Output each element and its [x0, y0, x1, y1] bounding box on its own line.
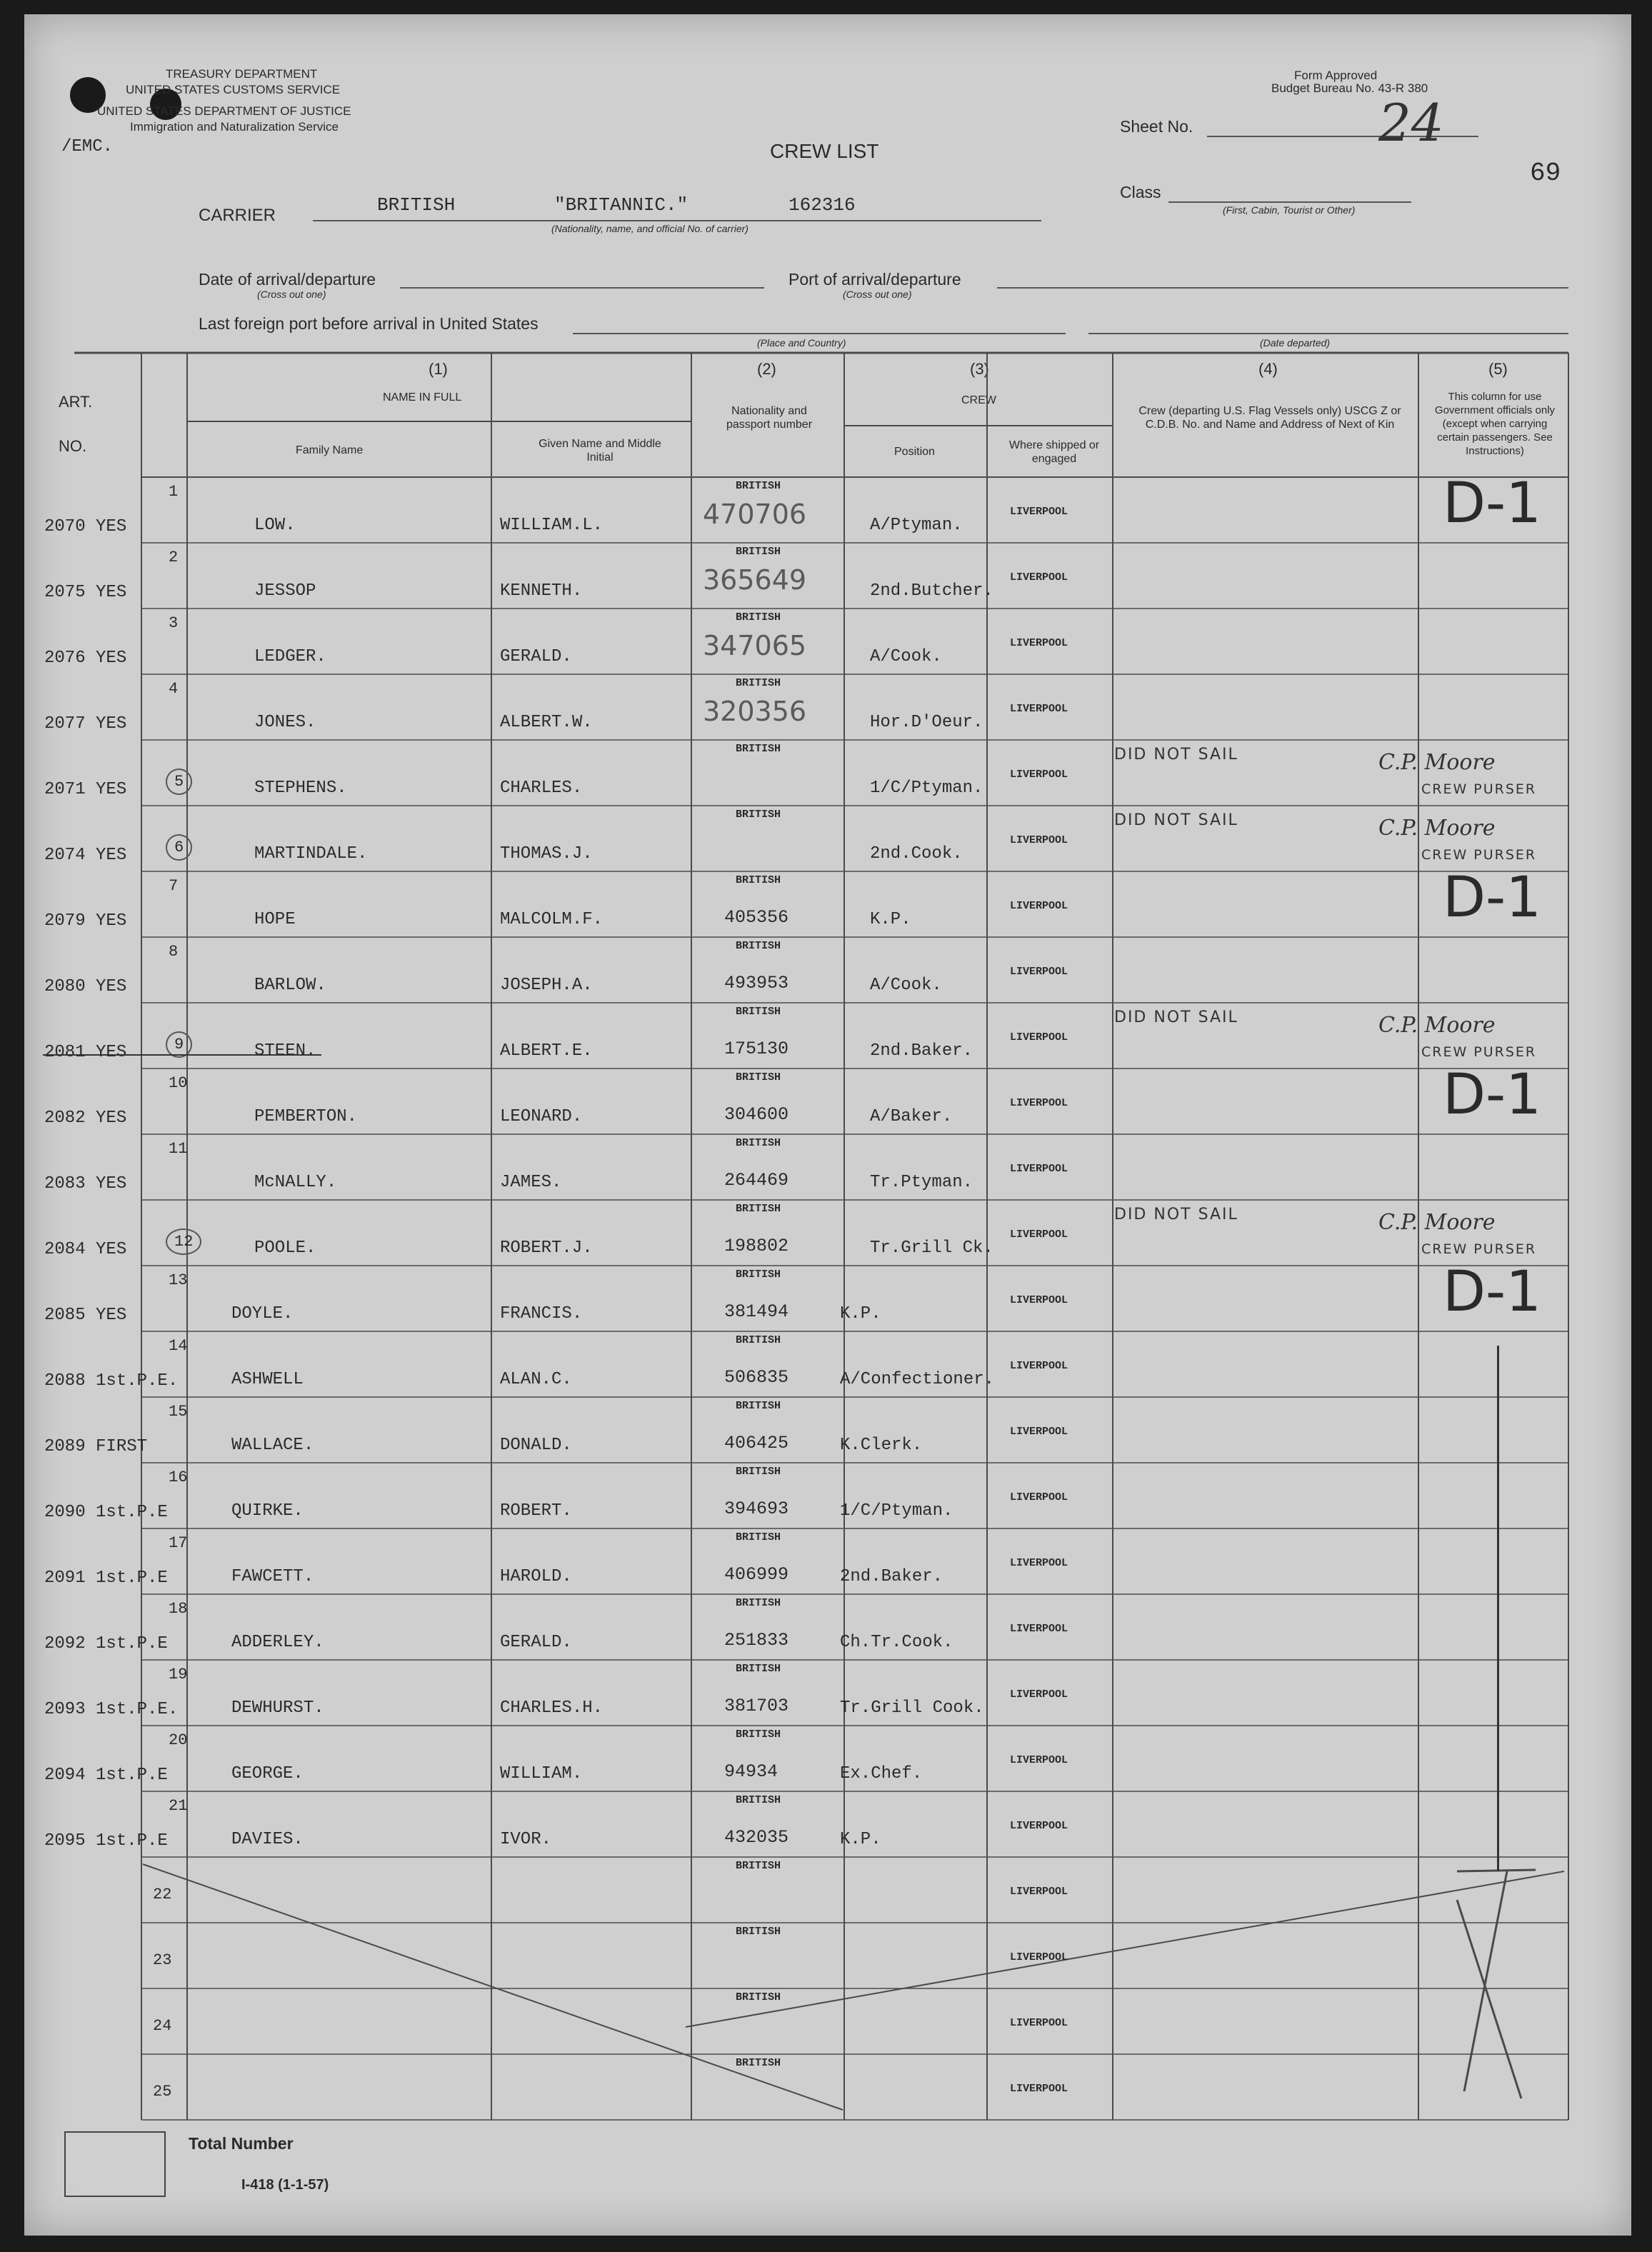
- shipped-at: LIVERPOOL: [1010, 703, 1068, 715]
- shipped-at: LIVERPOOL: [1010, 1820, 1068, 1832]
- passport-number: 432035: [724, 1827, 789, 1848]
- given-name: ALBERT.E.: [500, 1041, 593, 1061]
- given-name: HAROLD.: [500, 1567, 572, 1586]
- position: K.Clerk.: [840, 1436, 923, 1455]
- passport-number: 198802: [724, 1236, 789, 1256]
- family-name: JONES.: [254, 713, 316, 732]
- row-number: 7: [169, 877, 179, 895]
- nationality: BRITISH: [736, 1400, 781, 1412]
- art-number: 2070 YES: [44, 517, 127, 536]
- col5-title: This column for use Government officials only (except when carrying certain passengers. See Instructions): [1434, 391, 1556, 457]
- carrier-number: 162316: [789, 194, 856, 216]
- row-number: 1: [169, 483, 179, 501]
- position: 1/C/Ptyman.: [840, 1501, 953, 1521]
- position: 1/C/Ptyman.: [870, 779, 983, 798]
- nationality: BRITISH: [736, 874, 781, 886]
- nationality: BRITISH: [736, 1597, 781, 1609]
- col3-number: (3): [970, 360, 989, 378]
- row-number: 5: [166, 769, 192, 795]
- shipped-at: LIVERPOOL: [1010, 1623, 1068, 1635]
- family-name: BARLOW.: [254, 976, 326, 995]
- family-name: POOLE.: [254, 1238, 316, 1258]
- nationality: BRITISH: [736, 1663, 781, 1675]
- position: 2nd.Baker.: [840, 1567, 943, 1586]
- position: Tr.Ptyman.: [870, 1173, 973, 1192]
- given-name: MALCOLM.F.: [500, 910, 604, 929]
- art-number: 2082 YES: [44, 1109, 127, 1128]
- nationality: BRITISH: [736, 611, 781, 624]
- shipped-at: LIVERPOOL: [1010, 1951, 1068, 1963]
- shipped-at: LIVERPOOL: [1010, 834, 1068, 846]
- row-number: 18: [169, 1600, 188, 1618]
- row-number: 25: [153, 2083, 172, 2101]
- row-number: 2: [169, 549, 179, 566]
- art-number: 2074 YES: [44, 846, 127, 865]
- purser-title: CREW PURSER: [1421, 781, 1537, 797]
- dept-line-4: Immigration and Naturalization Service: [130, 120, 339, 134]
- col2-number: (2): [757, 360, 776, 378]
- art-number: 2094 1st.P.E: [44, 1766, 168, 1785]
- shipped-at: LIVERPOOL: [1010, 1754, 1068, 1766]
- family-name: LEDGER.: [254, 647, 326, 666]
- given-name: CHARLES.: [500, 779, 583, 798]
- shipped-at: LIVERPOOL: [1010, 2083, 1068, 2095]
- art-number: 2088 1st.P.E.: [44, 1371, 179, 1391]
- passport-number: 264469: [724, 1170, 789, 1191]
- given-name: GERALD.: [500, 647, 572, 666]
- family-name: HOPE: [254, 910, 296, 929]
- family-name: DOYLE.: [231, 1304, 294, 1323]
- nationality: BRITISH: [736, 480, 781, 492]
- art-number: 2080 YES: [44, 977, 127, 996]
- shipped-at: LIVERPOOL: [1010, 1228, 1068, 1241]
- row-number: 24: [153, 2017, 172, 2035]
- did-not-sail-note: DID NOT SAIL: [1114, 746, 1238, 764]
- given-name: FRANCIS.: [500, 1304, 583, 1323]
- nationality: BRITISH: [736, 1071, 781, 1084]
- art-number: 2081 YES: [44, 1043, 127, 1062]
- row-number: 10: [169, 1074, 188, 1092]
- carrier-name: "BRITANNIC.": [554, 194, 689, 216]
- passport-number: 405356: [724, 907, 789, 928]
- family-name: QUIRKE.: [231, 1501, 304, 1521]
- col3-title: CREW: [961, 394, 996, 406]
- carrier-label: CARRIER: [199, 206, 276, 225]
- family-name: LOW.: [254, 516, 296, 535]
- given-header: Given Name and Middle Initial: [539, 438, 661, 464]
- position: K.P.: [870, 910, 911, 929]
- passport-number: 394693: [724, 1498, 789, 1519]
- position: A/Cook.: [870, 976, 942, 995]
- art-number: 2084 YES: [44, 1240, 127, 1259]
- family-name: WALLACE.: [231, 1436, 314, 1455]
- art-number: 2076 YES: [44, 649, 127, 668]
- position: A/Confectioner.: [840, 1370, 995, 1389]
- art-number: 2095 1st.P.E: [44, 1831, 168, 1851]
- given-name: CHARLES.H.: [500, 1698, 604, 1718]
- passport-number-handwritten: 320356: [703, 696, 807, 727]
- given-name: LEONARD.: [500, 1107, 583, 1126]
- position: Hor.D'Oeur.: [870, 713, 983, 732]
- art-number: 2092 1st.P.E: [44, 1634, 168, 1653]
- dept-line-3: UNITED STATES DEPARTMENT OF JUSTICE: [97, 104, 351, 118]
- col4-title: Crew (departing U.S. Flag Vessels only) USCG Z or C.D.B. No. and Name and Address of Next of Kin: [1138, 405, 1401, 431]
- nationality: BRITISH: [736, 809, 781, 821]
- shipped-at: LIVERPOOL: [1010, 1491, 1068, 1503]
- total-box: [64, 2131, 166, 2197]
- carrier-nationality: BRITISH: [377, 194, 456, 216]
- given-name: ROBERT.J.: [500, 1238, 593, 1258]
- emc-label: /EMC.: [61, 137, 114, 156]
- family-name: ASHWELL: [231, 1370, 304, 1389]
- nationality: BRITISH: [736, 940, 781, 952]
- nationality: BRITISH: [736, 546, 781, 558]
- col1-title: NAME IN FULL: [383, 391, 462, 404]
- form-title: CREW LIST: [770, 140, 879, 162]
- nationality: BRITISH: [736, 677, 781, 689]
- position-header: Position: [894, 446, 935, 458]
- passport-number: 406999: [724, 1564, 789, 1585]
- d1-mark: D-1: [1443, 1063, 1541, 1127]
- family-name: DAVIES.: [231, 1830, 304, 1849]
- art-number: 2093 1st.P.E.: [44, 1700, 179, 1719]
- handwritten-x: [1457, 1900, 1521, 2098]
- shipped-at: LIVERPOOL: [1010, 900, 1068, 912]
- shipped-header: Where shipped or engaged: [1008, 439, 1100, 465]
- art-number: 2090 1st.P.E: [44, 1503, 168, 1522]
- row-number: 6: [166, 834, 192, 861]
- class-hint: (First, Cabin, Tourist or Other): [1223, 204, 1356, 216]
- given-name: ALBERT.W.: [500, 713, 593, 732]
- art-number: 2071 YES: [44, 780, 127, 799]
- family-name: DEWHURST.: [231, 1698, 324, 1718]
- given-name: WILLIAM.: [500, 1764, 583, 1783]
- given-name: ALAN.C.: [500, 1370, 572, 1389]
- art-number: 2075 YES: [44, 583, 127, 602]
- art-number: 2085 YES: [44, 1306, 127, 1325]
- family-header: Family Name: [296, 444, 364, 456]
- nationality: BRITISH: [736, 1794, 781, 1806]
- row-number: 21: [169, 1797, 188, 1815]
- purser-title: CREW PURSER: [1421, 847, 1537, 863]
- art-number: 2091 1st.P.E: [44, 1568, 168, 1588]
- strike-line: [43, 1054, 321, 1056]
- row-number: 3: [169, 614, 179, 632]
- nationality: BRITISH: [736, 743, 781, 755]
- sheet-number: 24: [1378, 93, 1444, 153]
- page-number: 69: [1530, 159, 1561, 188]
- nationality: BRITISH: [736, 1203, 781, 1215]
- shipped-at: LIVERPOOL: [1010, 1557, 1068, 1569]
- nationality: BRITISH: [736, 1860, 781, 1872]
- passport-number: 304600: [724, 1104, 789, 1125]
- position: K.P.: [840, 1830, 881, 1849]
- family-name: ADDERLEY.: [231, 1633, 324, 1652]
- passport-number-handwritten: 347065: [703, 630, 807, 661]
- art-number: 2079 YES: [44, 911, 127, 931]
- art-number: 2077 YES: [44, 714, 127, 734]
- did-not-sail-note: DID NOT SAIL: [1114, 1009, 1238, 1026]
- art-number: 2089 FIRST: [44, 1437, 148, 1456]
- position: 2nd.Cook.: [870, 844, 963, 864]
- row-number: 16: [169, 1468, 188, 1486]
- row-number: 19: [169, 1666, 188, 1683]
- position: K.P.: [840, 1304, 881, 1323]
- cross-out-line: [686, 1871, 1564, 2027]
- row-number: 13: [169, 1271, 188, 1289]
- col4-number: (4): [1258, 360, 1278, 378]
- row-number: 15: [169, 1403, 188, 1421]
- col1-number: (1): [429, 360, 448, 378]
- nationality: BRITISH: [736, 1466, 781, 1478]
- position: A/Baker.: [870, 1107, 953, 1126]
- nationality: BRITISH: [736, 1137, 781, 1149]
- col2-title: Nationality and passport number: [726, 405, 813, 431]
- last-port-label: Last foreign port before arrival in United States: [199, 314, 539, 333]
- d1-mark: D-1: [1443, 1260, 1541, 1324]
- position: Ch.Tr.Cook.: [840, 1633, 953, 1652]
- shipped-at: LIVERPOOL: [1010, 637, 1068, 649]
- row-number: 12: [166, 1228, 201, 1255]
- bracket-line: [1497, 1346, 1499, 1871]
- d1-mark: D-1: [1443, 471, 1541, 536]
- purser-signature: C.P. Moore: [1378, 816, 1496, 841]
- passport-number: 381494: [724, 1301, 789, 1322]
- budget-number: Budget Bureau No. 43-R 380: [1271, 81, 1428, 95]
- port-hint: (Cross out one): [843, 289, 912, 300]
- total-label: Total Number: [189, 2134, 294, 2153]
- shipped-at: LIVERPOOL: [1010, 769, 1068, 781]
- shipped-at: LIVERPOOL: [1010, 966, 1068, 978]
- nationality: BRITISH: [736, 1334, 781, 1346]
- family-name: MARTINDALE.: [254, 844, 368, 864]
- given-name: JOSEPH.A.: [500, 976, 593, 995]
- given-name: ROBERT.: [500, 1501, 572, 1521]
- family-name: GEORGE.: [231, 1764, 304, 1783]
- family-name: STEPHENS.: [254, 779, 347, 798]
- nationality: BRITISH: [736, 1268, 781, 1281]
- position: A/Cook.: [870, 647, 942, 666]
- sheet-label: Sheet No.: [1120, 117, 1193, 136]
- place-hint: (Place and Country): [757, 337, 846, 349]
- passport-number-handwritten: 470706: [703, 499, 807, 530]
- handwritten-x: [1464, 1871, 1507, 2091]
- passport-number: 94934: [724, 1761, 779, 1782]
- family-name: McNALLY.: [254, 1173, 337, 1192]
- shipped-at: LIVERPOOL: [1010, 1097, 1068, 1109]
- shipped-at: LIVERPOOL: [1010, 1688, 1068, 1701]
- arrival-label: Date of arrival/departure: [199, 270, 376, 289]
- purser-signature: C.P. Moore: [1378, 1013, 1496, 1038]
- position: Tr.Grill Ck.: [870, 1238, 993, 1258]
- shipped-at: LIVERPOOL: [1010, 506, 1068, 518]
- nationality: BRITISH: [736, 1006, 781, 1018]
- handwritten-x: [1457, 1870, 1536, 1871]
- passport-number: 381703: [724, 1696, 789, 1716]
- port-label: Port of arrival/departure: [789, 270, 961, 289]
- shipped-at: LIVERPOOL: [1010, 1360, 1068, 1372]
- shipped-at: LIVERPOOL: [1010, 1163, 1068, 1175]
- row-number: 23: [153, 1951, 172, 1969]
- family-name: FAWCETT.: [231, 1567, 314, 1586]
- given-name: DONALD.: [500, 1436, 572, 1455]
- purser-title: CREW PURSER: [1421, 1241, 1537, 1257]
- row-number: 8: [169, 943, 179, 961]
- given-name: WILLIAM.L.: [500, 516, 604, 535]
- art-number: 2083 YES: [44, 1174, 127, 1193]
- given-name: KENNETH.: [500, 581, 583, 601]
- nationality: BRITISH: [736, 1728, 781, 1741]
- shipped-at: LIVERPOOL: [1010, 1031, 1068, 1044]
- family-name: PEMBERTON.: [254, 1107, 358, 1126]
- nationality: BRITISH: [736, 1926, 781, 1938]
- form-id: I-418 (1-1-57): [241, 2177, 329, 2193]
- d1-mark: D-1: [1443, 866, 1541, 930]
- row-number: 22: [153, 1886, 172, 1903]
- shipped-at: LIVERPOOL: [1010, 1886, 1068, 1898]
- passport-number-handwritten: 365649: [703, 564, 807, 596]
- purser-title: CREW PURSER: [1421, 1044, 1537, 1060]
- dept-line-1: TREASURY DEPARTMENT: [166, 67, 318, 81]
- row-number: 20: [169, 1731, 188, 1749]
- row-number: 4: [169, 680, 179, 698]
- position: Ex.Chef.: [840, 1764, 923, 1783]
- arrival-hint: (Cross out one): [257, 289, 326, 300]
- carrier-hint: (Nationality, name, and official No. of carrier): [551, 223, 749, 234]
- passport-number: 175130: [724, 1039, 789, 1059]
- given-name: THOMAS.J.: [500, 844, 593, 864]
- class-label: Class: [1120, 183, 1161, 201]
- row-number: 11: [169, 1140, 188, 1158]
- form-approved: Form Approved: [1294, 69, 1378, 82]
- cross-out-line: [143, 1864, 843, 2110]
- position: 2nd.Butcher.: [870, 581, 993, 601]
- art-header: ART.: [59, 393, 93, 411]
- row-number: 14: [169, 1337, 188, 1355]
- row-number: 9: [166, 1031, 192, 1058]
- family-name: STEEN.: [254, 1041, 316, 1061]
- purser-signature: C.P. Moore: [1378, 1210, 1496, 1235]
- passport-number: 493953: [724, 973, 789, 994]
- given-name: GERALD.: [500, 1633, 572, 1652]
- row-number: 17: [169, 1534, 188, 1552]
- nationality: BRITISH: [736, 1531, 781, 1543]
- shipped-at: LIVERPOOL: [1010, 1294, 1068, 1306]
- given-name: IVOR.: [500, 1830, 552, 1849]
- col5-number: (5): [1488, 360, 1508, 378]
- nationality: BRITISH: [736, 1991, 781, 2003]
- nationality: BRITISH: [736, 2057, 781, 2069]
- position: 2nd.Baker.: [870, 1041, 973, 1061]
- given-name: JAMES.: [500, 1173, 562, 1192]
- passport-number: 251833: [724, 1630, 789, 1651]
- passport-number: 506835: [724, 1367, 789, 1388]
- passport-number: 406425: [724, 1433, 789, 1453]
- no-header: NO.: [59, 437, 87, 455]
- dept-line-2: UNITED STATES CUSTOMS SERVICE: [126, 83, 341, 96]
- did-not-sail-note: DID NOT SAIL: [1114, 811, 1238, 829]
- shipped-at: LIVERPOOL: [1010, 571, 1068, 584]
- did-not-sail-note: DID NOT SAIL: [1114, 1206, 1238, 1223]
- position: Tr.Grill Cook.: [840, 1698, 984, 1718]
- shipped-at: LIVERPOOL: [1010, 1426, 1068, 1438]
- date-hint: (Date departed): [1260, 337, 1331, 349]
- shipped-at: LIVERPOOL: [1010, 2017, 1068, 2029]
- position: A/Ptyman.: [870, 516, 963, 535]
- purser-signature: C.P. Moore: [1378, 750, 1496, 775]
- family-name: JESSOP: [254, 581, 316, 601]
